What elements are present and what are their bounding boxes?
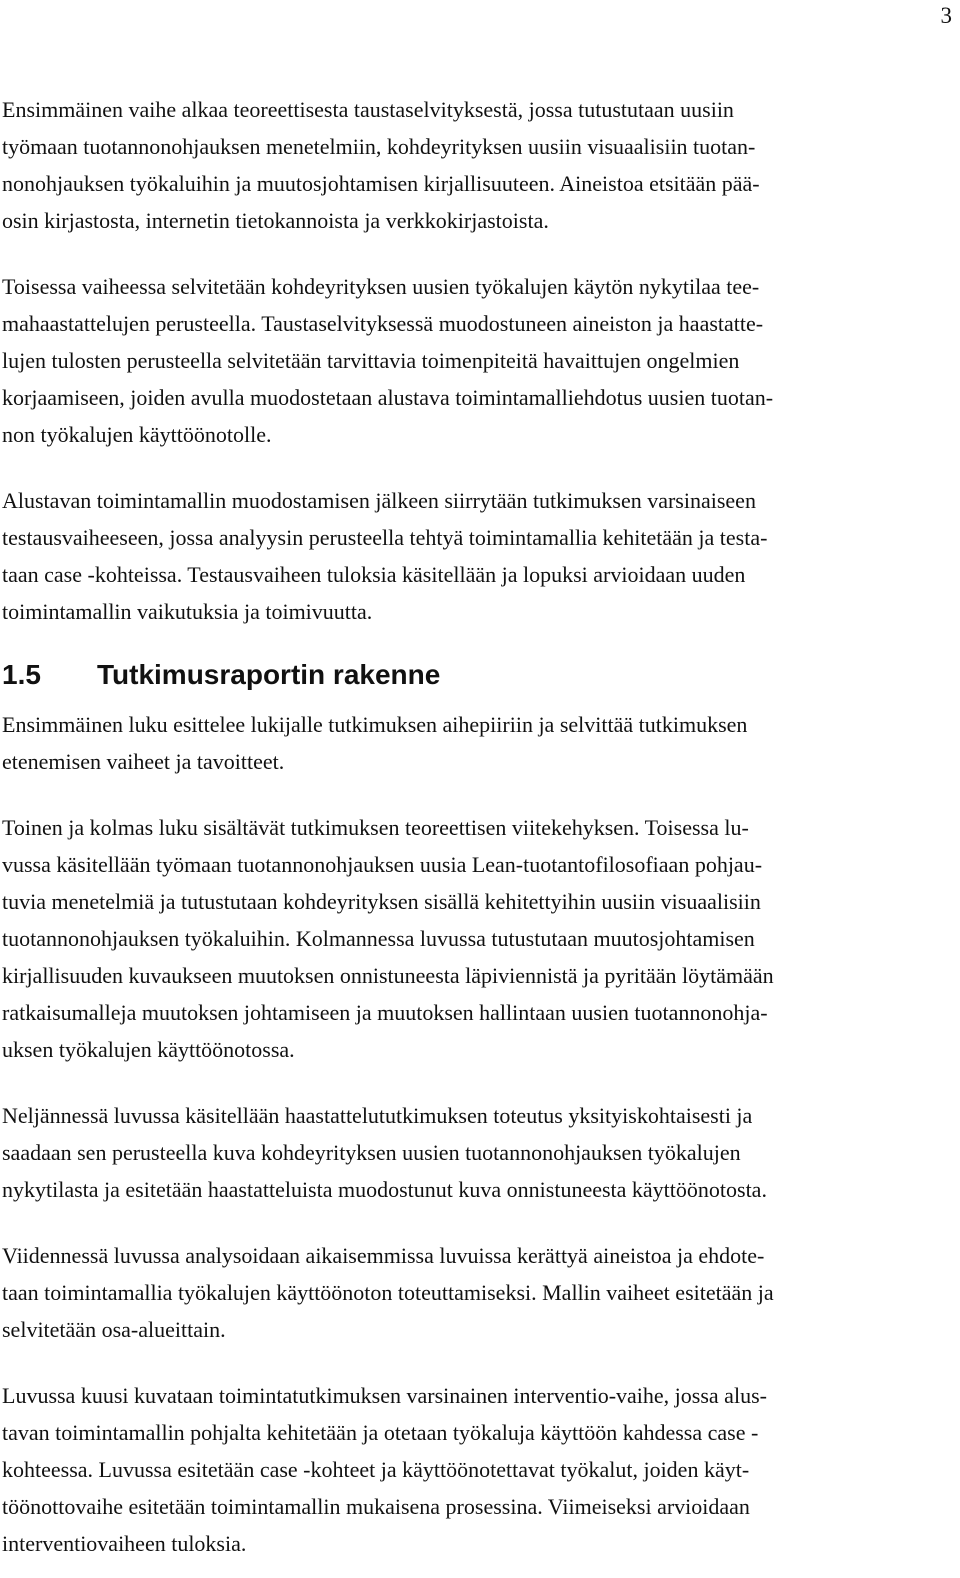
section-heading xyxy=(2,655,953,695)
paragraph-research-phase-1: Ensimmäinen vaihe alkaa teoreettisesta taustaselvityksestä, jossa tutustutaan uusiin työmaan tuotannonohjauksen menetelmiin, kohdeyrityksen uusiin visuaalisiin tuotan- nonohjauksen työkaluihin ja muutosjohtamisen kirjallisuuteen. Aineistoa etsitään pää- osin kirjastosta, internetin tietokannoista ja verkkokirjastoista. xyxy=(2,97,760,233)
page-number: 3 xyxy=(940,3,952,28)
paragraph-research-phase-3: Alustavan toimintamallin muodostamisen jälkeen siirrytään tutkimuksen varsinaiseen testausvaiheeseen, jossa analyysin perusteella tehtyä toimintamallia kehitetään ja testa- taan case -kohteissa. Testausvaiheen tuloksia käsitellään ja lopuksi arvioidaan uuden toimintamallin vaikutuksia ja toimivuutta. xyxy=(2,488,768,624)
section-number: 1.5 xyxy=(2,659,41,690)
section-title: Tutkimusraportin rakenne xyxy=(97,659,441,690)
paragraph-research-phase-2: Toisessa vaiheessa selvitetään kohdeyrityksen uusien työkalujen käytön nykytilaa tee- mahaastattelujen perusteella. Taustaselvityksessä muodostuneen aineiston ja haastatte- lujen tulosten perusteella selvitetään tarvittavia toimenpiteitä havaittujen ongelmien korjaamiseen, joiden avulla muodostetaan alustava toimintamalliehdotus uusien tuotan- non työkalujen käyttöönotolle. xyxy=(2,274,774,447)
paragraph-chapters-2-3: Toinen ja kolmas luku sisältävät tutkimuksen teoreettisen viitekehyksen. Toisessa lu- vussa käsitellään työmaan tuotannonohjauksen uusia Lean-tuotantofilosofiaan pohjau- tuvia menetelmiä ja tutustutaan kohdeyrityksen sisällä kehitettyihin uusiin visuaalisiin tuotannonohjauksen työkaluihin. Kolmannessa luvussa tutustutaan muutosjohtamisen kirjallisuuden kuvaukseen muutoksen onnistuneesta läpiviennistä ja pyritään löytämään ratkaisumalleja muutoksen johtamiseen ja muutoksen hallintaan uusien tuotannonohja- uksen työkalujen käyttöönotossa. xyxy=(2,815,774,1062)
paragraph-chapter-1: Ensimmäinen luku esittelee lukijalle tutkimuksen aihepiiriin ja selvittää tutkimuksen etenemisen vaiheet ja tavoitteet. xyxy=(2,712,748,774)
paragraph-chapter-5: Viidennessä luvussa analysoidaan aikaisemmissa luvuissa kerättyä aineistoa ja ehdote- taan toimintamallia työkalujen käyttöönoton toteuttamiseksi. Mallin vaiheet esitetään ja selvitetään osa-alueittain. xyxy=(2,1243,774,1342)
paragraph-chapter-4: Neljännessä luvussa käsitellään haastattelututkimuksen toteutus yksityiskohtaisesti ja saadaan sen perusteella kuva kohdeyrityksen uusien tuotannonohjauksen työkalujen nykytilasta ja esitetään haastatteluista muodostunut kuva onnistuneesta käyttöönotosta. xyxy=(2,1103,767,1202)
document-body xyxy=(2,91,953,1562)
paragraph-chapter-6: Luvussa kuusi kuvataan toimintatutkimuksen varsinainen interventio-vaihe, jossa alus- tavan toimintamallin pohjalta kehitetään ja otetaan työkaluja käyttöön kahdessa case - kohteessa. Luvussa esitetään case -kohteet ja käyttöönotettavat työkalut, joiden käyt- töönottovaihe esitetään toimintamallin mukaisena prosessina. Viimeiseksi arvioidaan interventiovaiheen tuloksia. xyxy=(2,1383,767,1556)
